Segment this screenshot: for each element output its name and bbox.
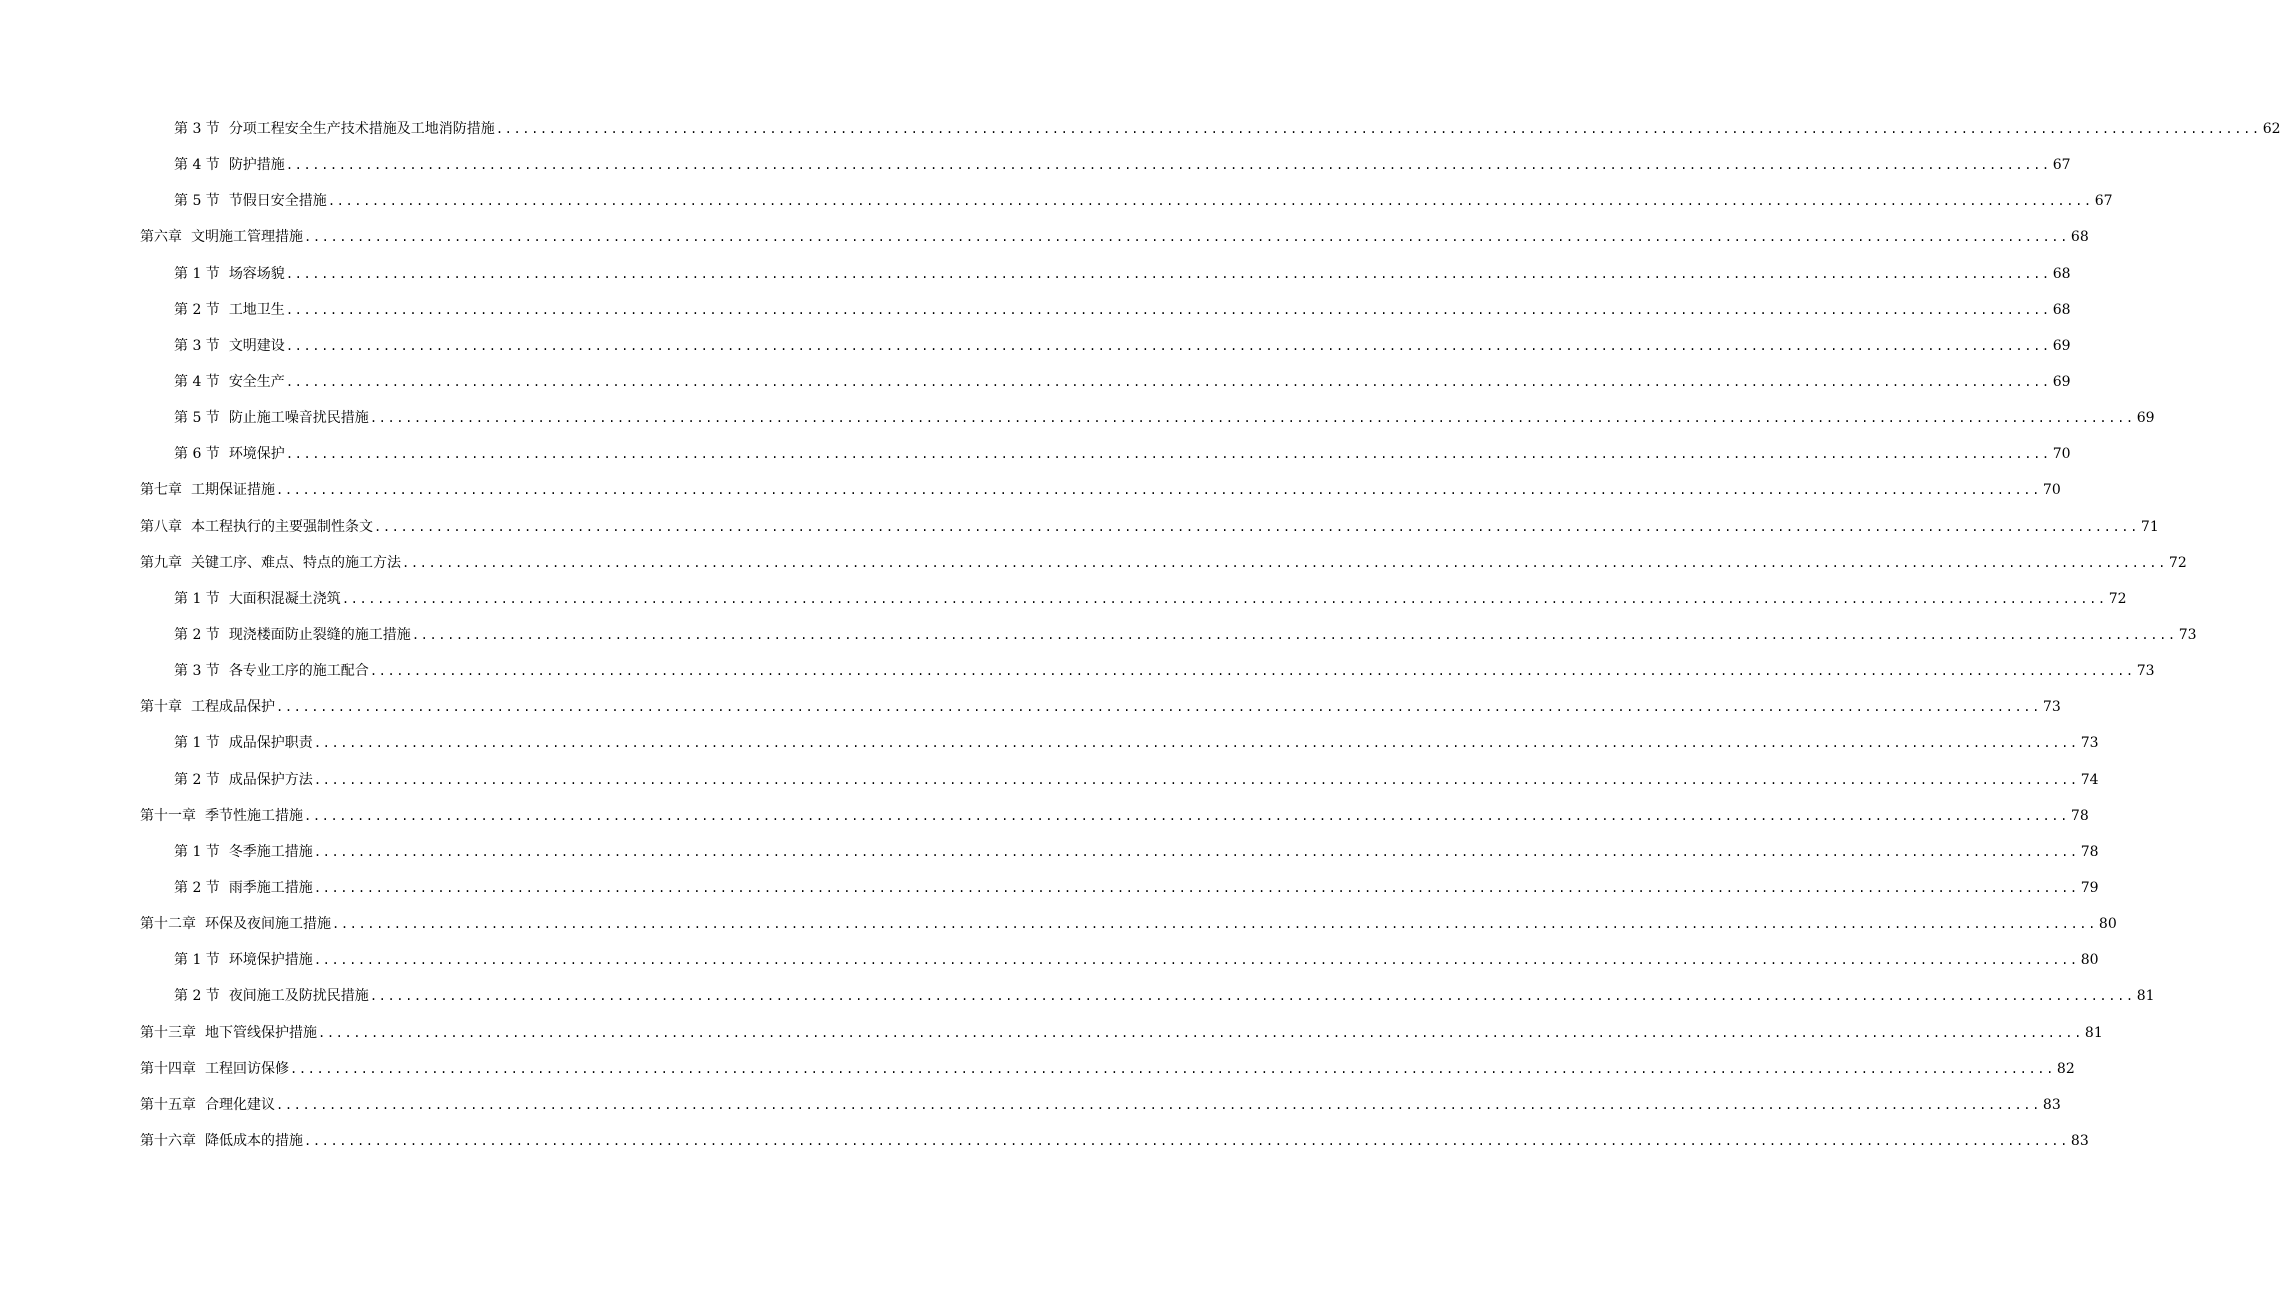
toc-dot-leader: ........................................................................................................................................................................................................ (369, 989, 2135, 1004)
toc-dot-leader: ........................................................................................................................................................................................................ (313, 880, 2079, 895)
toc-dot-leader: ........................................................................................................................................................................................................ (285, 302, 2051, 317)
toc-entry-title: 环境保护措施 (228, 952, 313, 969)
toc-entry-title: 成品保护职责 (228, 735, 313, 752)
toc-entry-page-number: 83 (2070, 1132, 2089, 1149)
toc-section-entry[interactable] (0, 292, 2071, 328)
toc-entry-title: 雨季施工措施 (228, 879, 313, 896)
toc-dot-leader: ........................................................................................................................................................................................................ (285, 447, 2051, 462)
table-of-contents (0, 111, 2281, 1159)
toc-entry-number: 第 1 节 (174, 952, 220, 969)
toc-entry-title: 文明施工管理措施 (191, 229, 303, 246)
toc-section-entry[interactable] (0, 978, 2155, 1014)
toc-entry-number: 第 2 节 (174, 771, 220, 788)
toc-dot-leader: ........................................................................................................................................................................................................ (327, 194, 2093, 209)
toc-entry-number: 第 1 节 (174, 265, 220, 282)
toc-entry-page-number: 62 (2262, 121, 2281, 137)
toc-entry-title: 工地卫生 (228, 301, 285, 318)
toc-chapter-entry[interactable] (0, 509, 2159, 545)
toc-entry-number: 第十四章 (140, 1060, 196, 1077)
toc-entry-page-number: 73 (2136, 663, 2155, 680)
toc-entry-number: 第 1 节 (174, 590, 220, 607)
toc-entry-number: 第十章 (140, 699, 182, 716)
toc-entry-number: 第 2 节 (174, 626, 220, 643)
toc-entry-page-number: 71 (2140, 518, 2159, 535)
toc-entry-page-number: 81 (2136, 988, 2155, 1005)
toc-entry-title: 地下管线保护措施 (205, 1024, 317, 1041)
toc-entry-title: 季节性施工措施 (205, 807, 303, 824)
toc-chapter-entry[interactable] (0, 1087, 2061, 1123)
toc-entry-title: 节假日安全措施 (228, 193, 327, 210)
toc-section-entry[interactable] (0, 653, 2155, 689)
toc-section-entry[interactable] (0, 942, 2099, 978)
toc-dot-leader: ........................................................................................................................................................................................................ (411, 627, 2177, 642)
toc-dot-leader: ........................................................................................................................................................................................................ (304, 230, 2069, 245)
toc-entry-title: 大面积混凝土浇筑 (228, 590, 341, 607)
toc-dot-leader: ........................................................................................................................................................................................................ (341, 591, 2107, 606)
toc-chapter-entry[interactable] (0, 472, 2061, 508)
toc-section-entry[interactable] (0, 147, 2071, 183)
toc-section-entry[interactable] (0, 400, 2155, 436)
toc-dot-leader: ........................................................................................................................................................................................................ (332, 917, 2097, 932)
toc-entry-page-number: 73 (2178, 626, 2197, 643)
toc-entry-number: 第十五章 (140, 1096, 196, 1113)
toc-section-entry[interactable] (0, 870, 2099, 906)
toc-entry-title: 防止施工噪音扰民措施 (228, 410, 369, 427)
toc-section-entry[interactable] (0, 183, 2113, 219)
toc-dot-leader: ........................................................................................................................................................................................................ (369, 664, 2135, 679)
toc-section-entry[interactable] (0, 762, 2099, 798)
toc-dot-leader: ........................................................................................................................................................................................................ (495, 122, 2261, 136)
toc-entry-page-number: 82 (2056, 1060, 2075, 1077)
toc-entry-page-number: 79 (2080, 879, 2099, 896)
toc-section-entry[interactable] (0, 328, 2071, 364)
toc-chapter-entry[interactable] (0, 1051, 2075, 1087)
toc-entry-title: 成品保护方法 (228, 771, 313, 788)
toc-entry-page-number: 68 (2052, 301, 2071, 318)
toc-entry-title: 防护措施 (228, 157, 285, 174)
toc-dot-leader: ........................................................................................................................................................................................................ (276, 1097, 2041, 1112)
toc-dot-leader: ........................................................................................................................................................................................................ (285, 374, 2051, 389)
toc-entry-title: 现浇楼面防止裂缝的施工措施 (228, 626, 411, 643)
toc-entry-page-number: 70 (2042, 482, 2061, 499)
toc-entry-page-number: 70 (2052, 446, 2071, 463)
toc-entry-number: 第 4 节 (174, 157, 220, 174)
toc-entry-page-number: 68 (2070, 229, 2089, 246)
toc-dot-leader: ........................................................................................................................................................................................................ (276, 483, 2041, 498)
toc-section-entry[interactable] (0, 256, 2071, 292)
toc-entry-number: 第 3 节 (174, 121, 220, 137)
toc-entry-page-number: 73 (2042, 699, 2061, 716)
toc-section-entry[interactable] (0, 436, 2071, 472)
toc-section-entry[interactable] (0, 617, 2197, 653)
toc-entry-number: 第 2 节 (174, 879, 220, 896)
toc-entry-page-number: 83 (2042, 1096, 2061, 1113)
toc-entry-number: 第十二章 (140, 916, 196, 933)
toc-section-entry[interactable] (0, 364, 2071, 400)
toc-entry-page-number: 74 (2080, 771, 2099, 788)
toc-entry-number: 第 5 节 (174, 193, 220, 210)
toc-entry-title: 工程成品保护 (191, 699, 275, 716)
toc-entry-page-number: 80 (2098, 916, 2117, 933)
toc-chapter-entry[interactable] (0, 1015, 2103, 1051)
toc-entry-title: 工期保证措施 (191, 482, 275, 499)
toc-entry-number: 第九章 (140, 554, 182, 571)
toc-entry-number: 第 2 节 (174, 988, 220, 1005)
toc-entry-title: 环保及夜间施工措施 (205, 916, 331, 933)
toc-dot-leader: ........................................................................................................................................................................................................ (285, 338, 2051, 353)
toc-dot-leader: ........................................................................................................................................................................................................ (313, 844, 2079, 859)
toc-chapter-entry[interactable] (0, 1123, 2089, 1159)
toc-section-entry[interactable] (0, 581, 2127, 617)
toc-entry-title: 文明建设 (228, 337, 285, 354)
toc-entry-title: 冬季施工措施 (228, 843, 313, 860)
toc-entry-number: 第六章 (140, 229, 182, 246)
toc-dot-leader: ........................................................................................................................................................................................................ (304, 1133, 2069, 1148)
toc-entry-number: 第 6 节 (174, 446, 220, 463)
toc-entry-title: 合理化建议 (205, 1096, 275, 1113)
toc-chapter-entry[interactable] (0, 798, 2089, 834)
toc-entry-title: 场容场貌 (228, 265, 285, 282)
toc-entry-page-number: 69 (2052, 373, 2071, 390)
toc-entry-page-number: 72 (2168, 554, 2187, 571)
toc-entry-number: 第十六章 (140, 1132, 196, 1149)
toc-dot-leader: ........................................................................................................................................................................................................ (318, 1025, 2083, 1040)
toc-entry-title: 分项工程安全生产技术措施及工地消防措施 (228, 121, 495, 137)
toc-entry-title: 安全生产 (228, 373, 285, 390)
toc-dot-leader: ........................................................................................................................................................................................................ (402, 555, 2167, 570)
toc-entry-page-number: 69 (2052, 337, 2071, 354)
toc-section-entry[interactable] (0, 725, 2099, 761)
toc-entry-title: 降低成本的措施 (205, 1132, 303, 1149)
toc-entry-title: 关键工序、难点、特点的施工方法 (191, 554, 401, 571)
toc-dot-leader: ........................................................................................................................................................................................................ (369, 411, 2135, 426)
toc-entry-number: 第 5 节 (174, 410, 220, 427)
toc-entry-number: 第 2 节 (174, 301, 220, 318)
toc-entry-page-number: 78 (2070, 807, 2089, 824)
toc-entry-page-number: 67 (2094, 193, 2113, 210)
toc-entry-page-number: 80 (2080, 952, 2099, 969)
toc-entry-page-number: 78 (2080, 843, 2099, 860)
toc-entry-title: 本工程执行的主要强制性条文 (191, 518, 373, 535)
toc-entry-number: 第 3 节 (174, 337, 220, 354)
toc-dot-leader: ........................................................................................................................................................................................................ (313, 953, 2079, 968)
toc-entry-number: 第七章 (140, 482, 182, 499)
toc-entry-number: 第八章 (140, 518, 182, 535)
toc-entry-page-number: 73 (2080, 735, 2099, 752)
toc-entry-page-number: 67 (2052, 157, 2071, 174)
toc-entry-page-number: 72 (2108, 590, 2127, 607)
toc-dot-leader: ........................................................................................................................................................................................................ (290, 1061, 2055, 1076)
toc-entry-title: 夜间施工及防扰民措施 (228, 988, 369, 1005)
toc-entry-number: 第 4 节 (174, 373, 220, 390)
toc-chapter-entry[interactable] (0, 219, 2089, 255)
toc-dot-leader: ........................................................................................................................................................................................................ (276, 700, 2041, 715)
toc-entry-title: 各专业工序的施工配合 (228, 663, 369, 680)
toc-entry-page-number: 69 (2136, 410, 2155, 427)
toc-dot-leader: ........................................................................................................................................................................................................ (285, 158, 2051, 173)
toc-dot-leader: ........................................................................................................................................................................................................ (285, 266, 2051, 281)
toc-dot-leader: ........................................................................................................................................................................................................ (304, 808, 2069, 823)
toc-section-entry[interactable] (0, 834, 2099, 870)
toc-entry-number: 第 3 节 (174, 663, 220, 680)
toc-chapter-entry[interactable] (0, 906, 2117, 942)
toc-entry-page-number: 81 (2084, 1024, 2103, 1041)
toc-entry-page-number: 68 (2052, 265, 2071, 282)
toc-entry-number: 第 1 节 (174, 843, 220, 860)
toc-chapter-entry[interactable] (0, 545, 2187, 581)
toc-entry-number: 第 1 节 (174, 735, 220, 752)
toc-dot-leader: ........................................................................................................................................................................................................ (313, 772, 2079, 787)
toc-entry-number: 第十一章 (140, 807, 196, 824)
toc-dot-leader: ........................................................................................................................................................................................................ (374, 519, 2139, 534)
toc-entry-title: 环境保护 (228, 446, 285, 463)
toc-entry-number: 第十三章 (140, 1024, 196, 1041)
toc-entry-title: 工程回访保修 (205, 1060, 289, 1077)
toc-section-entry[interactable] (0, 111, 2281, 147)
toc-chapter-entry[interactable] (0, 689, 2061, 725)
toc-dot-leader: ........................................................................................................................................................................................................ (313, 736, 2079, 751)
